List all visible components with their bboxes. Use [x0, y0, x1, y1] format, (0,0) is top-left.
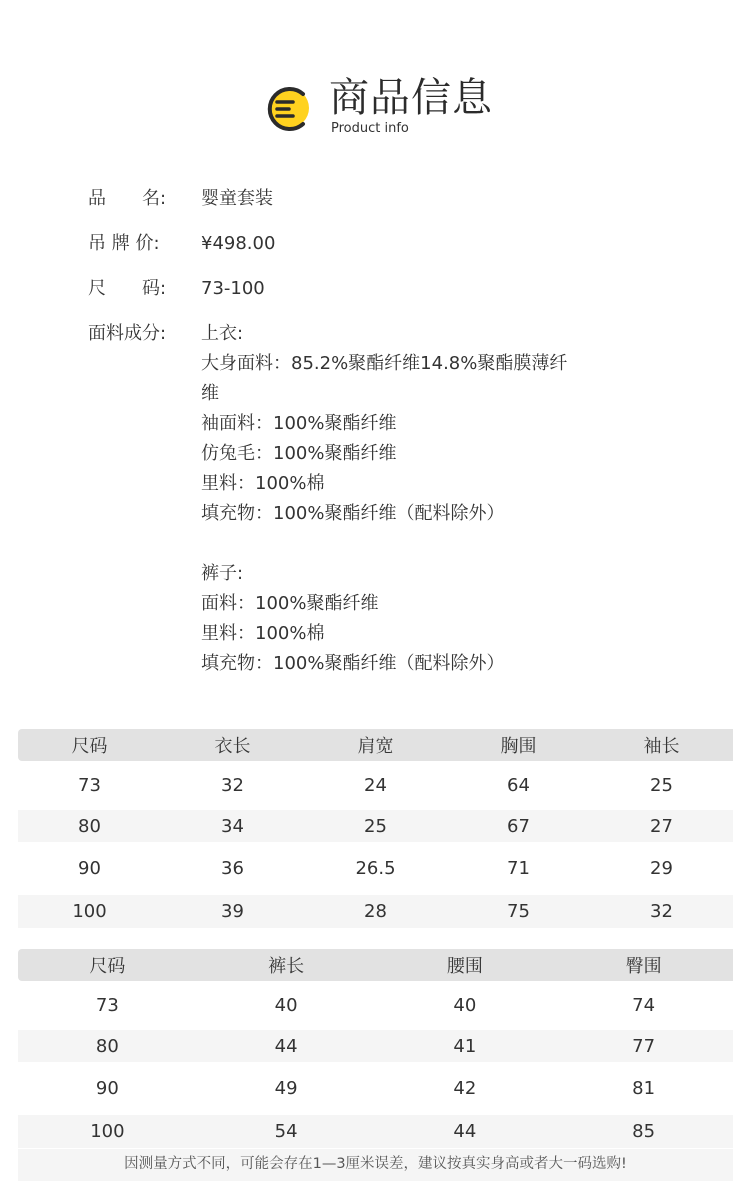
table-cell: 81	[632, 1078, 656, 1099]
section-header	[263, 74, 523, 144]
table-cell: 54	[274, 1121, 298, 1142]
table-header-cell: 尺码	[71, 736, 108, 757]
table-cell: 90	[78, 858, 101, 879]
table-cell: 44	[453, 1121, 477, 1142]
table-cell: 67	[507, 815, 530, 837]
table-cell: 40	[453, 995, 477, 1016]
table-header-cell: 肩宽	[357, 736, 394, 757]
table-cell: 25	[650, 775, 673, 796]
table-cell: 49	[274, 1078, 298, 1099]
table-cell: 75	[507, 901, 530, 922]
table-cell: 25	[364, 815, 387, 837]
table-header-cell: 裤长	[268, 956, 305, 977]
size-table-top	[18, 729, 733, 928]
table-cell: 100	[90, 1121, 125, 1142]
info-row-size	[88, 274, 708, 319]
table-cell: 42	[453, 1078, 477, 1099]
table-cell: 27	[650, 815, 673, 837]
material-line: 面料：100%聚酯纤维	[201, 593, 379, 614]
table-row	[18, 895, 733, 928]
info-row-name	[88, 184, 708, 229]
table-header-cell: 衣长	[214, 736, 251, 757]
material-line: 里料：100%棉	[201, 623, 325, 644]
info-row-material	[88, 319, 708, 679]
table-cell: 41	[453, 1035, 477, 1057]
size-label: 尺 码:	[88, 278, 167, 299]
table-cell: 64	[507, 775, 530, 796]
table-cell: 74	[632, 995, 656, 1016]
name-label: 品 名:	[88, 188, 167, 209]
table-row	[18, 810, 733, 842]
material-line: 上衣:	[201, 323, 244, 344]
table-header-cell: 袖长	[643, 736, 680, 757]
table-cell: 36	[221, 858, 244, 879]
table-header-cell: 尺码	[89, 956, 126, 977]
table-header-row	[18, 729, 733, 761]
material-line: 仿兔毛：100%聚酯纤维	[201, 443, 397, 464]
material-line: 填充物：100%聚酯纤维（配料除外）	[201, 503, 505, 524]
table-cell: 40	[274, 995, 298, 1016]
page-subtitle: Product info	[331, 121, 409, 136]
table-cell: 77	[632, 1035, 656, 1057]
material-line: 大身面料：85.2%聚酯纤维14.8%聚酯膜薄纤	[201, 353, 568, 374]
product-info	[88, 184, 708, 679]
material-line: 裤子:	[201, 563, 244, 584]
table-header-cell: 胸围	[500, 736, 537, 757]
size-value: 73-100	[201, 278, 265, 299]
table-row	[18, 761, 733, 810]
info-row-price	[88, 229, 708, 274]
measurement-note: 因测量方式不同，可能会存在1—3厘米误差，建议按真实身高或者大一码选购!	[18, 1149, 733, 1181]
material-label: 面料成分:	[88, 323, 167, 344]
table-cell: 73	[78, 775, 101, 796]
page-title: 商品信息	[329, 75, 493, 121]
table-cell: 80	[78, 815, 101, 837]
table-row	[18, 842, 733, 895]
table-cell: 90	[95, 1078, 119, 1099]
list-doc-icon	[263, 86, 313, 132]
price-label: 吊 牌 价:	[88, 233, 160, 254]
table-cell: 80	[95, 1035, 119, 1057]
material-lines	[201, 319, 708, 679]
table-cell: 39	[221, 901, 244, 922]
table-cell: 85	[632, 1121, 656, 1142]
table-row	[18, 981, 733, 1030]
table-cell: 32	[650, 901, 673, 922]
table-cell: 73	[95, 995, 119, 1016]
table-row	[18, 1030, 733, 1062]
table-header-row	[18, 949, 733, 981]
table-cell: 29	[650, 858, 673, 879]
table-row	[18, 1115, 733, 1148]
material-line	[201, 529, 708, 559]
table-cell: 34	[221, 815, 244, 837]
table-row	[18, 1062, 733, 1115]
table-cell: 71	[507, 858, 530, 879]
material-line: 填充物：100%聚酯纤维（配料除外）	[201, 653, 505, 674]
material-line: 袖面料：100%聚酯纤维	[201, 413, 397, 434]
table-cell: 24	[364, 775, 387, 796]
material-line: 维	[201, 383, 219, 404]
table-cell: 26.5	[355, 858, 396, 879]
table-cell: 32	[221, 775, 244, 796]
name-value: 婴童套装	[201, 188, 273, 209]
table-header-cell: 臀围	[625, 956, 662, 977]
table-cell: 28	[364, 901, 387, 922]
table-cell: 100	[72, 901, 107, 922]
size-table-bottom	[18, 949, 733, 1148]
price-value: ¥498.00	[201, 233, 276, 254]
material-line: 里料：100%棉	[201, 473, 325, 494]
table-header-cell: 腰围	[446, 956, 483, 977]
table-cell: 44	[274, 1035, 298, 1057]
